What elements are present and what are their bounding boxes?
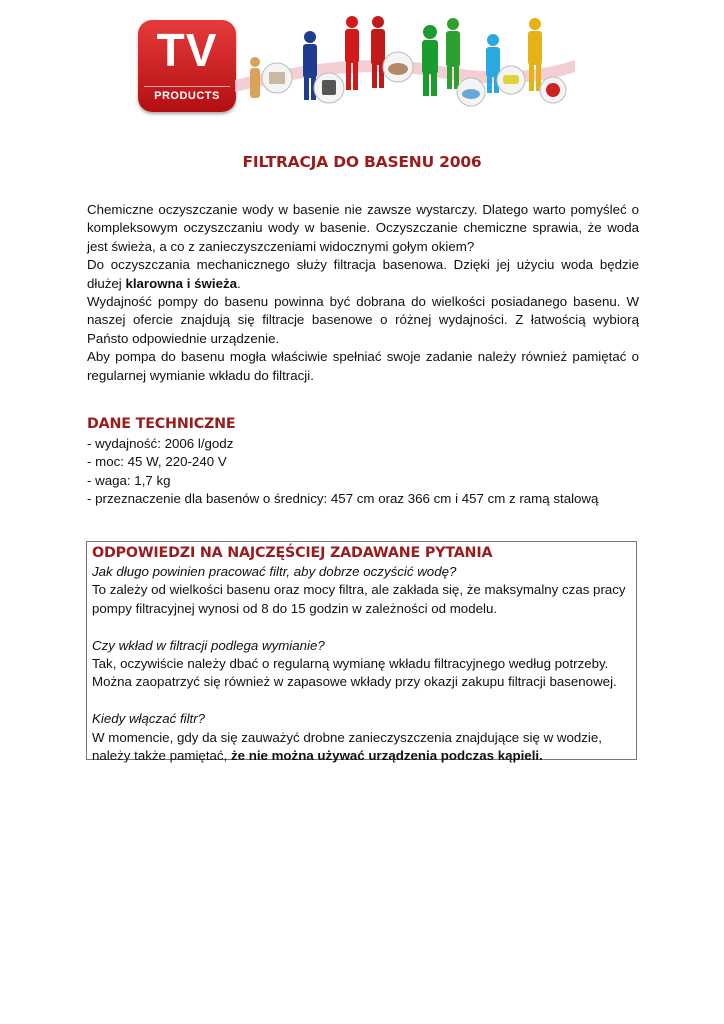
faq-content bbox=[92, 563, 631, 765]
intro-paragraph: Chemiczne oczyszczanie wody w basenie nie zawsze wystarczy. Dlatego warto pomyśleć o kompleksowym oczyszczaniu wody w basenie. Oczyszczanie chemiczne sprawia, że woda jest świeża, a co z zanieczyszczeniami widocznymi gołym okiem? bbox=[87, 202, 639, 254]
faq-answer-line: W momencie, gdy da się zauważyć drobne zanieczyszczenia znajdujące się w wodzie, bbox=[92, 729, 602, 745]
faq-answer-line: To zależy od wielkości basenu oraz mocy filtra, ale zakłada się, że maksymalny czas pracy bbox=[92, 582, 626, 598]
product-badge-icon bbox=[497, 66, 525, 94]
faq-question: Czy wkład w filtracji podlega wymianie? bbox=[92, 637, 325, 653]
spec-item: - wydajność: 2006 l/godz bbox=[87, 436, 234, 451]
product-badge-icon bbox=[314, 73, 344, 103]
logo-products-text: PRODUCTS bbox=[144, 86, 230, 102]
faq-question: Jak długo powinien pracować filtr, aby dobrze oczyścić wodę? bbox=[92, 564, 457, 579]
person-icon bbox=[345, 16, 359, 90]
header-banner bbox=[135, 10, 575, 110]
product-badge-icon bbox=[383, 52, 413, 82]
intro-paragraph: Wydajność pompy do basenu powinna być dobrana do wielkości posiadanego basenu. W naszej ofercie znajdują się filtracje basenowe o różnej wydajności. Z łatwością wybiorą Państo odpowiednie urządzenie. bbox=[87, 294, 639, 346]
spec-list bbox=[87, 435, 639, 509]
faq-question: Kiedy włączać filtr? bbox=[92, 711, 206, 727]
page-title: FILTRACJA DO BASENU 2006 bbox=[242, 153, 482, 171]
spec-item: - przeznaczenie dla basenów o średnicy: 457 cm oraz 366 cm i 457 cm z ramą stalową bbox=[87, 491, 599, 507]
technical-data-section bbox=[87, 416, 639, 509]
logo-tv-text: TV bbox=[156, 24, 218, 76]
faq-answer-line: Tak, oczywiście należy dbać o regularną wymianę wkładu filtracyjnego według potrzeby. bbox=[92, 656, 609, 672]
intro-paragraph: Aby pompa do basenu mogła właściwie spełniać swoje zadanie należy również pamiętać o regularnej wymianie wkładu do filtracji. bbox=[87, 349, 639, 383]
intro-section bbox=[87, 201, 639, 385]
bold-phrase: klarowna i świeża bbox=[125, 275, 238, 291]
section-heading: ODPOWIEDZI NA NAJCZĘŚCIEJ ZADAWANE PYTANIA bbox=[92, 545, 493, 561]
spec-item: - waga: 1,7 kg bbox=[87, 472, 171, 488]
faq-answer-line: pompy filtracyjnej wynosi od 8 do 15 godzin w zależności od modelu. bbox=[92, 600, 498, 616]
spec-item: - moc: 45 W, 220-240 V bbox=[87, 454, 227, 470]
tv-products-logo bbox=[138, 20, 236, 112]
faq-answer-line: należy także pamiętać, że nie można używać urządzenia podczas kąpieli. bbox=[92, 748, 543, 764]
faq-answer-line: Można zaopatrzyć się również w zapasowe wkłady przy okazji zakupu filtracji basenowej. bbox=[92, 674, 617, 690]
section-heading: DANE TECHNICZNE bbox=[87, 416, 236, 432]
product-badge-icon bbox=[540, 77, 566, 103]
faq-box bbox=[86, 541, 637, 764]
person-icon bbox=[250, 57, 260, 98]
bold-warning: że nie można używać urządzenia podczas kąpieli. bbox=[230, 748, 543, 764]
intro-paragraph: Do oczyszczania mechanicznego służy filtracja basenowa. Dzięki jej użyciu woda będzie dłużej klarowna i świeża. bbox=[87, 257, 639, 291]
person-icon bbox=[371, 16, 385, 88]
product-badge-icon bbox=[457, 78, 485, 106]
person-icon bbox=[422, 25, 438, 96]
product-badge-icon bbox=[262, 63, 292, 93]
banner-illustration bbox=[235, 10, 575, 110]
